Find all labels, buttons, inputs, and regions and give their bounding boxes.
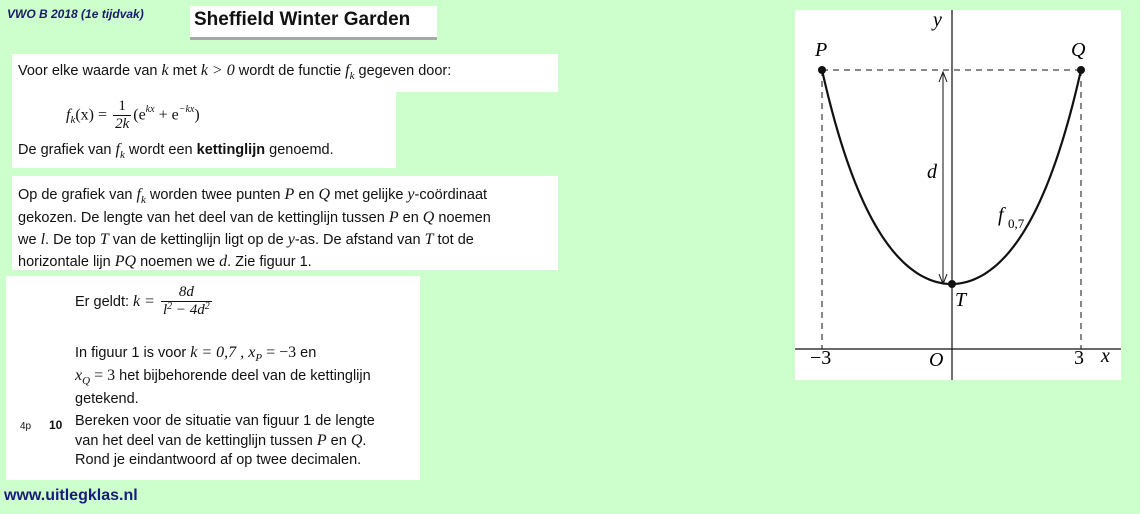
formula-fraction: $\frac{1}{2k}$ — [115, 98, 130, 132]
point-q — [1077, 66, 1085, 74]
label-d: d — [927, 161, 937, 183]
label-origin: O — [929, 349, 944, 371]
page-title: Sheffield Winter Garden — [194, 9, 411, 30]
description-text: Op de grafiek van $f_k$ worden twee punten P en Q met gelijke y-coördinaat gekozen. De lengte van het deel van de kettinglijn tussen P en Q noemen we l. De top T van de kettinglijn ligt op de y-as. De afstand van T tot de horizontale lijn PQ noemen we d. Zie figuur 1. — [18, 186, 491, 270]
given-formula: Er geldt: k = $\frac{8d}{l^2 - 4d^2}$ — [75, 284, 210, 318]
label-f-sub: 0,7 — [1008, 216, 1025, 231]
points-label: 4p — [20, 421, 32, 432]
label-y: y — [933, 10, 942, 31]
question-card — [6, 276, 420, 480]
intro-card — [12, 54, 558, 92]
intro-line-1: Voor elke waarde van k met k > 0 wordt de functie $f_k$ gegeven door: — [18, 62, 452, 82]
tick-label-3: 3 — [1074, 347, 1084, 369]
label-t: T — [955, 289, 967, 311]
formula-card — [12, 92, 396, 168]
question-task: Bereken voor de situatie van figuur 1 de lengte van het deel van de kettinglijn tussen P en Q. Rond je eindantwoord af op twee decimalen. — [75, 413, 375, 468]
site-url[interactable]: www.uitlegklas.nl — [4, 487, 138, 504]
intro-line-2: De grafiek van $f_k$ wordt een kettinglijn genoemd. — [18, 141, 334, 161]
label-f: f — [998, 204, 1004, 226]
point-p — [818, 66, 826, 74]
figure-1 — [795, 10, 1121, 380]
label-x: x — [1101, 345, 1110, 367]
question-number: 10 — [49, 418, 63, 432]
figure-info: In figuur 1 is voor k = 0,7 , $x_P = -3$ en $x_Q = 3$ het bijbehorende deel van de kettinglijn getekend. — [75, 344, 371, 407]
tick-label-neg3: −3 — [810, 347, 832, 369]
description-card — [12, 176, 558, 270]
title-box — [190, 6, 437, 40]
label-q: Q — [1071, 39, 1086, 61]
exam-label: VWO B 2018 (1e tijdvak) — [7, 7, 144, 21]
catenary-graph — [795, 10, 1121, 380]
formula-fk: $f_k(x)$ = $\frac{1}{2k}$ $(e^{kx} + e^{-kx})$ — [66, 98, 200, 132]
point-t — [948, 280, 956, 288]
label-p: P — [815, 39, 828, 61]
given-fraction: $\frac{8d}{l^2 - 4d^2}$ — [162, 284, 210, 318]
